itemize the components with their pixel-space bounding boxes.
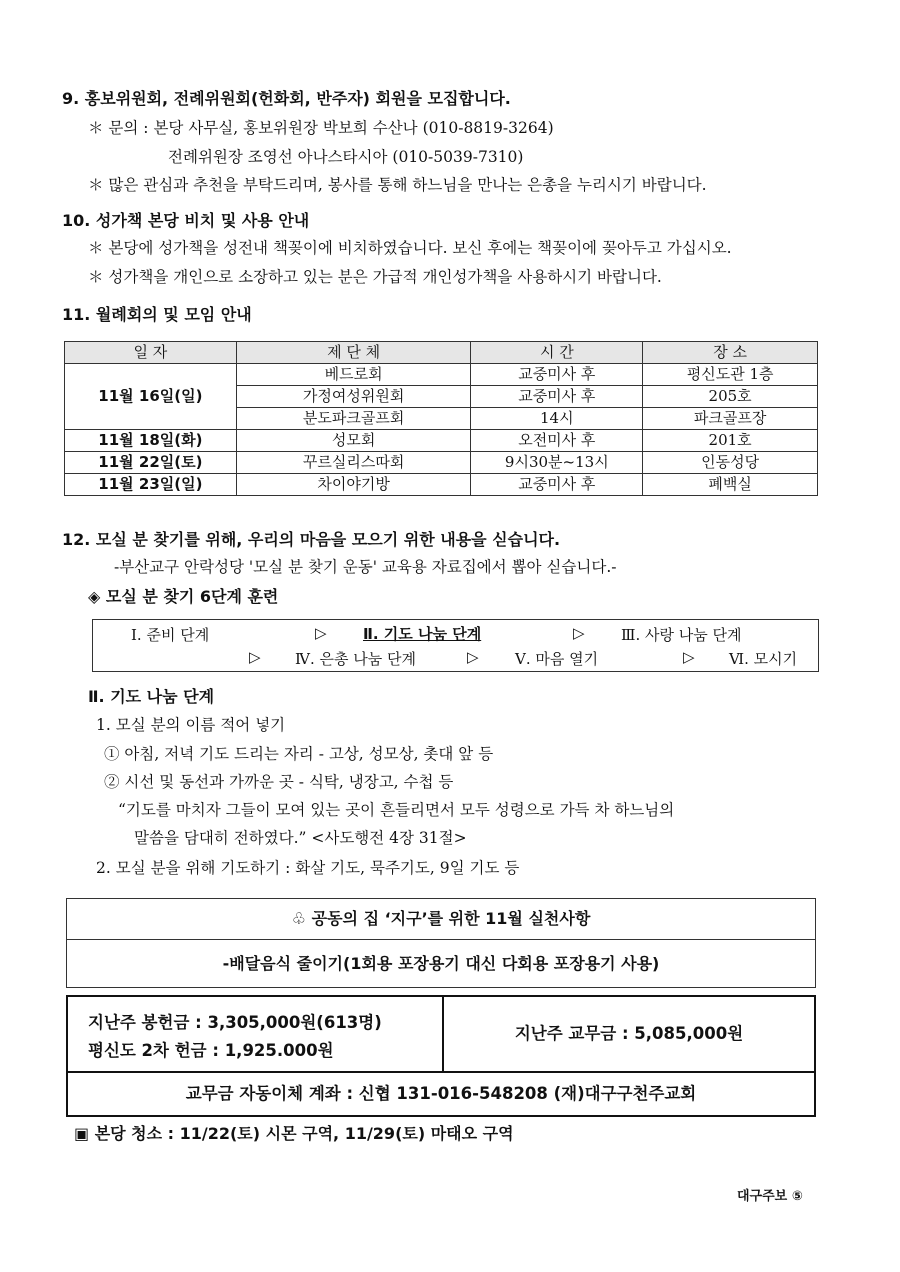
step-2-current: Ⅱ. 기도 나눔 단계: [363, 625, 482, 643]
step-1: Ⅰ. 준비 단계: [131, 626, 210, 644]
finance-box: [66, 995, 816, 1117]
group-cell: 가정여성위원회: [236, 386, 471, 408]
place-cell: 폐백실: [643, 474, 818, 496]
time-cell: 교중미사 후: [471, 474, 643, 496]
table-header-row: [65, 342, 818, 364]
table-row: [65, 364, 818, 386]
step-3: Ⅲ. 사랑 나눔 단계: [621, 626, 742, 644]
section9-contact-1: ＊ 문의 : 본당 사무실, 홍보위원장 박보희 수산나 (010-8819-3264): [88, 119, 554, 137]
table-row: [65, 430, 818, 452]
monthly-practice-box: [66, 898, 816, 988]
page-footer: 대구주보 ⑤: [737, 1189, 803, 1204]
section12-source: -부산교구 안락성당 '모실 분 찾기 운동' 교육용 자료집에서 뽑아 싣습니다.-: [114, 558, 617, 576]
header-place: 장 소: [643, 342, 818, 364]
section11-heading: 11. 월례회의 및 모임 안내: [62, 305, 252, 324]
section12-heading: 12. 모실 분 찾기를 위해, 우리의 마음을 모으기 위한 내용을 싣습니다.: [62, 530, 561, 549]
header-time: 시 간: [471, 342, 643, 364]
group-cell: 베드로회: [236, 364, 471, 386]
table-row: [65, 474, 818, 496]
step-arrow: ▷: [249, 648, 261, 666]
step-arrow: ▷: [573, 624, 585, 642]
group-cell: 차이야기방: [236, 474, 471, 496]
place-cell: 201호: [643, 430, 818, 452]
time-cell: 교중미사 후: [471, 386, 643, 408]
step-arrow: ▷: [315, 624, 327, 642]
time-cell: 14시: [471, 408, 643, 430]
practice-title-row: [67, 899, 815, 940]
practice-content: -배달음식 줄이기(1회용 포장용기 대신 다회용 포장용기 사용): [222, 954, 660, 973]
date-cell: 11월 18일(화): [65, 430, 237, 452]
group-cell: 성모회: [236, 430, 471, 452]
last-week-offering: 지난주 봉헌금 : 3,305,000원(613명): [88, 1013, 382, 1032]
second-collection: 평신도 2차 헌금 : 1,925.000원: [88, 1041, 334, 1060]
place-cell: 평신도관 1층: [643, 364, 818, 386]
date-cell: 11월 23일(일): [65, 474, 237, 496]
six-steps-subheading: ◈ 모실 분 찾기 6단계 훈련: [88, 587, 279, 606]
section9-contact-2: 전례위원장 조영선 아나스타시아 (010-5039-7310): [168, 148, 524, 166]
step-6: Ⅵ. 모시기: [729, 650, 798, 668]
place-cell: 인동성당: [643, 452, 818, 474]
cleaning-schedule: ▣ 본당 청소 : 11/22(토) 시몬 구역, 11/29(토) 마태오 구역: [74, 1124, 514, 1143]
stage-item-1: 1. 모실 분의 이름 적어 넣기: [96, 716, 286, 734]
scripture-quote-1: “기도를 마치자 그들이 모여 있는 곳이 흔들리면서 모두 성령으로 가득 차 하느님의: [118, 801, 675, 819]
date-cell: 11월 16일(일): [65, 364, 237, 430]
section9-heading: 9. 홍보위원회, 전례위원회(헌화회, 반주자) 회원을 모집합니다.: [62, 89, 511, 108]
stage-item-1a: ① 아침, 저녁 기도 드리는 자리 - 고상, 성모상, 촛대 앞 등: [104, 745, 494, 763]
step-5: Ⅴ. 마음 열기: [515, 650, 599, 668]
place-cell: 파크골프장: [643, 408, 818, 430]
step-arrow: ▷: [683, 648, 695, 666]
practice-title: 공동의 집 ‘지구’를 위한 11월 실천사항: [311, 909, 591, 928]
offering-cell: [68, 997, 444, 1073]
place-cell: 205호: [643, 386, 818, 408]
step-arrow: ▷: [467, 648, 479, 666]
header-date: 일 자: [65, 342, 237, 364]
section10-heading: 10. 성가책 본당 비치 및 사용 안내: [62, 211, 310, 230]
time-cell: 9시30분~13시: [471, 452, 643, 474]
stage-item-2: 2. 모실 분을 위해 기도하기 : 화살 기도, 묵주기도, 9일 기도 등: [96, 859, 520, 877]
six-steps-box: [92, 619, 819, 672]
diocese-fee: 지난주 교무금 : 5,085,000원: [444, 997, 814, 1073]
group-cell: 분도파크골프회: [236, 408, 471, 430]
clover-icon: ♧: [291, 909, 307, 928]
stage-item-1b: ② 시선 및 동선과 가까운 곳 - 식탁, 냉장고, 수첩 등: [104, 773, 454, 791]
step-4: Ⅳ. 은총 나눔 단계: [295, 650, 416, 668]
section10-line-1: ＊ 본당에 성가책을 성전내 책꽂이에 비치하였습니다. 보신 후에는 책꽂이에 꽂아두고 가십시오.: [88, 239, 732, 257]
table-row: [65, 452, 818, 474]
meeting-schedule-table: [64, 341, 818, 496]
time-cell: 오전미사 후: [471, 430, 643, 452]
auto-transfer-account: 교무금 자동이체 계좌 : 신협 131-016-548208 (재)대구구천주교회: [185, 1084, 697, 1103]
section9-note: ＊ 많은 관심과 추천을 부탁드리며, 봉사를 통해 하느님을 만나는 은총을 누리시기 바랍니다.: [88, 176, 707, 194]
time-cell: 교중미사 후: [471, 364, 643, 386]
scripture-quote-2: 말씀을 담대히 전하였다.” <사도행전 4장 31절>: [134, 829, 467, 847]
group-cell: 꾸르실리스따회: [236, 452, 471, 474]
date-cell: 11월 22일(토): [65, 452, 237, 474]
stage-title: Ⅱ. 기도 나눔 단계: [88, 687, 215, 706]
section10-line-2: ＊ 성가책을 개인으로 소장하고 있는 분은 가급적 개인성가책을 사용하시기 바랍니다.: [88, 268, 662, 286]
header-group: 제 단 체: [236, 342, 471, 364]
